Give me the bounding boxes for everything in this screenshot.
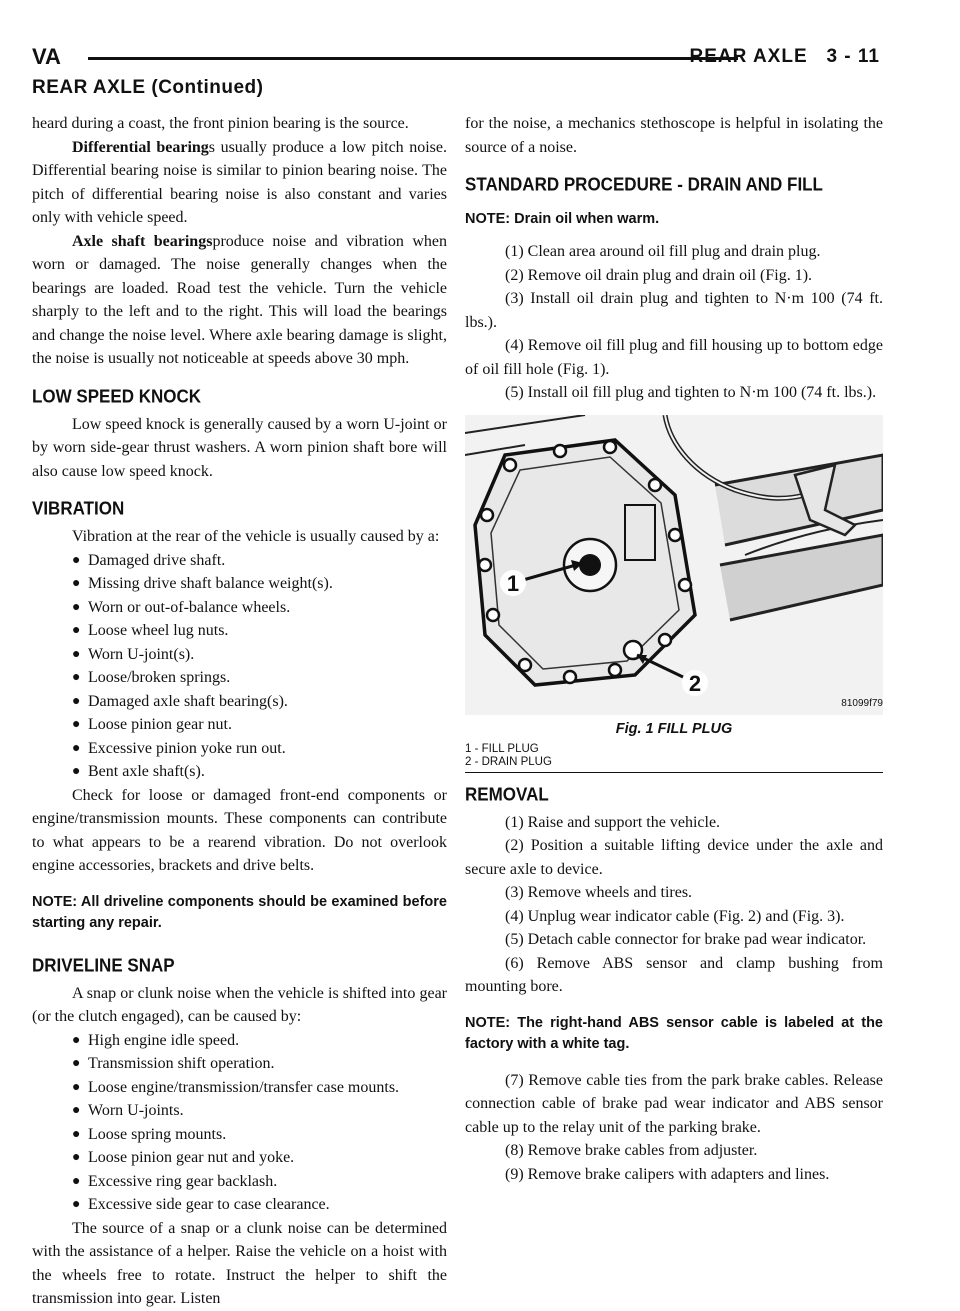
list-item: ● Excessive side gear to case clearance. [32, 1193, 447, 1217]
header-rule [88, 57, 738, 60]
bullet-icon: ● [72, 1126, 81, 1142]
note-driveline: NOTE: All driveline components should be examined before starting any repair. [32, 893, 447, 931]
bullet-icon: ● [72, 552, 81, 568]
paragraph: for the noise, a mechanics stethoscope is helpful in isolating the source of a noise. [465, 115, 883, 156]
bold-term: Axle shaft bearings [72, 232, 213, 250]
procedure-step: (5) Detach cable connector for brake pad wear indicator. [505, 931, 867, 948]
figure-title: Fig. 1 FILL PLUG [615, 720, 733, 737]
section-heading-removal: REMOVAL [465, 783, 549, 805]
snap-list [32, 1029, 447, 1217]
bullet-icon: ● [72, 599, 81, 615]
list-item: ● Loose wheel lug nuts. [32, 619, 447, 643]
procedure-step: (7) Remove cable ties from the park brake cables. Release connection cable of brake pad wear indicator and ABS sensor cable up to the relay unit of the parking brake. [465, 1071, 883, 1136]
bullet-icon: ● [72, 717, 81, 732]
paragraph [32, 136, 447, 230]
bullet-icon: ● [72, 623, 81, 638]
procedure-step: (1) Clean area around oil fill plug and drain plug. [505, 243, 821, 260]
bullet-icon: ● [72, 1150, 81, 1165]
section-heading-vibration: VIBRATION [32, 498, 125, 519]
procedure-step: (3) Install oil drain plug and tighten to N·m 100 (74 ft. lbs.). [465, 290, 883, 331]
legend-item: 2 - DRAIN PLUG [465, 755, 552, 768]
bullet-icon: ● [72, 1079, 81, 1095]
header-section-code: VA [32, 44, 61, 69]
list-item: ● Loose pinion gear nut. [32, 713, 447, 737]
list-item: ● Damaged drive shaft. [32, 549, 447, 573]
list-item: ● Loose/broken springs. [32, 666, 447, 690]
right-column [465, 112, 883, 1186]
section-heading-driveline-snap: DRIVELINE SNAP [32, 954, 175, 976]
procedure-step: (3) Remove wheels and tires. [505, 884, 693, 901]
bullet-icon: ● [72, 576, 81, 591]
list-item: ● Loose engine/transmission/transfer case mounts. [32, 1076, 447, 1100]
list-item: ● Damaged axle shaft bearing(s). [32, 690, 447, 714]
procedure-step: (4) Unplug wear indicator cable (Fig. 2) and (Fig. 3). [505, 907, 845, 925]
section-heading-low-speed-knock: LOW SPEED KNOCK [32, 385, 202, 407]
axle-housing-drawing [465, 415, 883, 715]
paragraph: Low speed knock is generally caused by a worn U-joint or by worn side-gear thrust washers. A worn pinion shaft bore will also cause low speed knock. [32, 415, 447, 480]
paragraph-text: produce noise and vibration when worn or damaged. The noise generally changes when the bearings are loaded. Road test the vehicle. Turn the vehicle sharply to the left and to the right. This will load the bearings and change the noise level. Where axle bearing damage is slight, the noise is usually not noticeable at speeds above 30 mph. [32, 232, 448, 367]
list-item: ● Loose spring mounts. [32, 1123, 447, 1147]
procedure-step: (8) Remove brake cables from adjuster. [505, 1142, 758, 1159]
procedure-step: (5) Install oil fill plug and tighten to N·m 100 (74 ft. lbs.). [505, 384, 877, 401]
bold-term: Differential bearing [72, 138, 209, 156]
note-drain-warm: NOTE: Drain oil when warm. [465, 211, 660, 227]
list-item: ● Excessive ring gear backlash. [32, 1170, 447, 1194]
list-item: ● Worn or out-of-balance wheels. [32, 596, 447, 620]
paragraph: A snap or clunk noise when the vehicle is shifted into gear (or the clutch engaged), can be caused by: [32, 984, 447, 1025]
list-item: ● Missing drive shaft balance weight(s). [32, 572, 447, 596]
list-item: ● High engine idle speed. [32, 1029, 447, 1053]
paragraph: Vibration at the rear of the vehicle is usually caused by a: [72, 528, 440, 545]
procedure-step: (1) Raise and support the vehicle. [505, 813, 721, 831]
list-item: ● Loose pinion gear nut and yoke. [32, 1146, 447, 1170]
paragraph: Check for loose or damaged front-end components or engine/transmission mounts. These components can contribute to what appears to be a rearend vibration. Do not overlook engine accessories, brackets and drive belts. [32, 786, 447, 874]
header-page-title: REAR AXLE 3 - 11 [689, 46, 880, 67]
section-heading-drain-and-fill: STANDARD PROCEDURE - DRAIN AND FILL [465, 174, 823, 195]
paragraph-text: s usually produce a low pitch noise. Differential bearing noise is similar to pinion bearing noise. The pitch of differential bearing noise is also constant and varies only with vehicle speed. [32, 138, 448, 226]
figure-code: 81099f79 [841, 697, 883, 709]
note-abs-sensor: NOTE: The right-hand ABS sensor cable is labeled at the factory with a white tag. [465, 1014, 883, 1052]
vibration-list [32, 549, 447, 784]
procedure-step: (4) Remove oil fill plug and fill housing up to bottom edge of oil fill hole (Fig. 1). [465, 337, 883, 378]
legend-item: 1 - FILL PLUG [465, 742, 539, 755]
bullet-icon: ● [72, 646, 81, 662]
procedure-step: (2) Position a suitable lifting device under the axle and secure axle to device. [465, 837, 883, 878]
paragraph [32, 230, 447, 371]
bullet-icon: ● [72, 740, 81, 756]
bullet-icon: ● [72, 693, 81, 709]
bullet-icon: ● [72, 1032, 81, 1048]
list-item: ● Bent axle shaft(s). [32, 760, 447, 784]
paragraph: heard during a coast, the front pinion bearing is the source. [32, 115, 409, 132]
list-item: ● Worn U-joint(s). [32, 643, 447, 667]
paragraph: The source of a snap or a clunk noise can be determined with the assistance of a helper. Raise the vehicle on a hoist with the wheels free to rotate. Instruct the helper to shift the transmission into gear. Listen [32, 1219, 447, 1307]
bullet-icon: ● [72, 1103, 81, 1118]
bullet-icon: ● [72, 1197, 81, 1212]
list-item: ● Worn U-joints. [32, 1099, 447, 1123]
bullet-icon: ● [72, 1173, 81, 1189]
procedure-step: (9) Remove brake calipers with adapters and lines. [505, 1165, 830, 1183]
bullet-icon: ● [72, 1056, 81, 1071]
callout-2: 2 [688, 670, 702, 696]
continued-heading: REAR AXLE (Continued) [32, 77, 264, 98]
procedure-step: (2) Remove oil drain plug and drain oil (Fig. 1). [505, 266, 813, 284]
bullet-icon: ● [72, 764, 81, 779]
list-item: ● Transmission shift operation. [32, 1052, 447, 1076]
left-column [32, 112, 447, 1311]
bullet-icon: ● [72, 670, 81, 685]
figure-legend [465, 743, 883, 769]
procedure-step: (6) Remove ABS sensor and clamp bushing from mounting bore. [465, 954, 883, 995]
figure-fill-plug-illustration [465, 415, 883, 715]
list-item: ● Excessive pinion yoke run out. [32, 737, 447, 761]
callout-1: 1 [506, 570, 520, 596]
